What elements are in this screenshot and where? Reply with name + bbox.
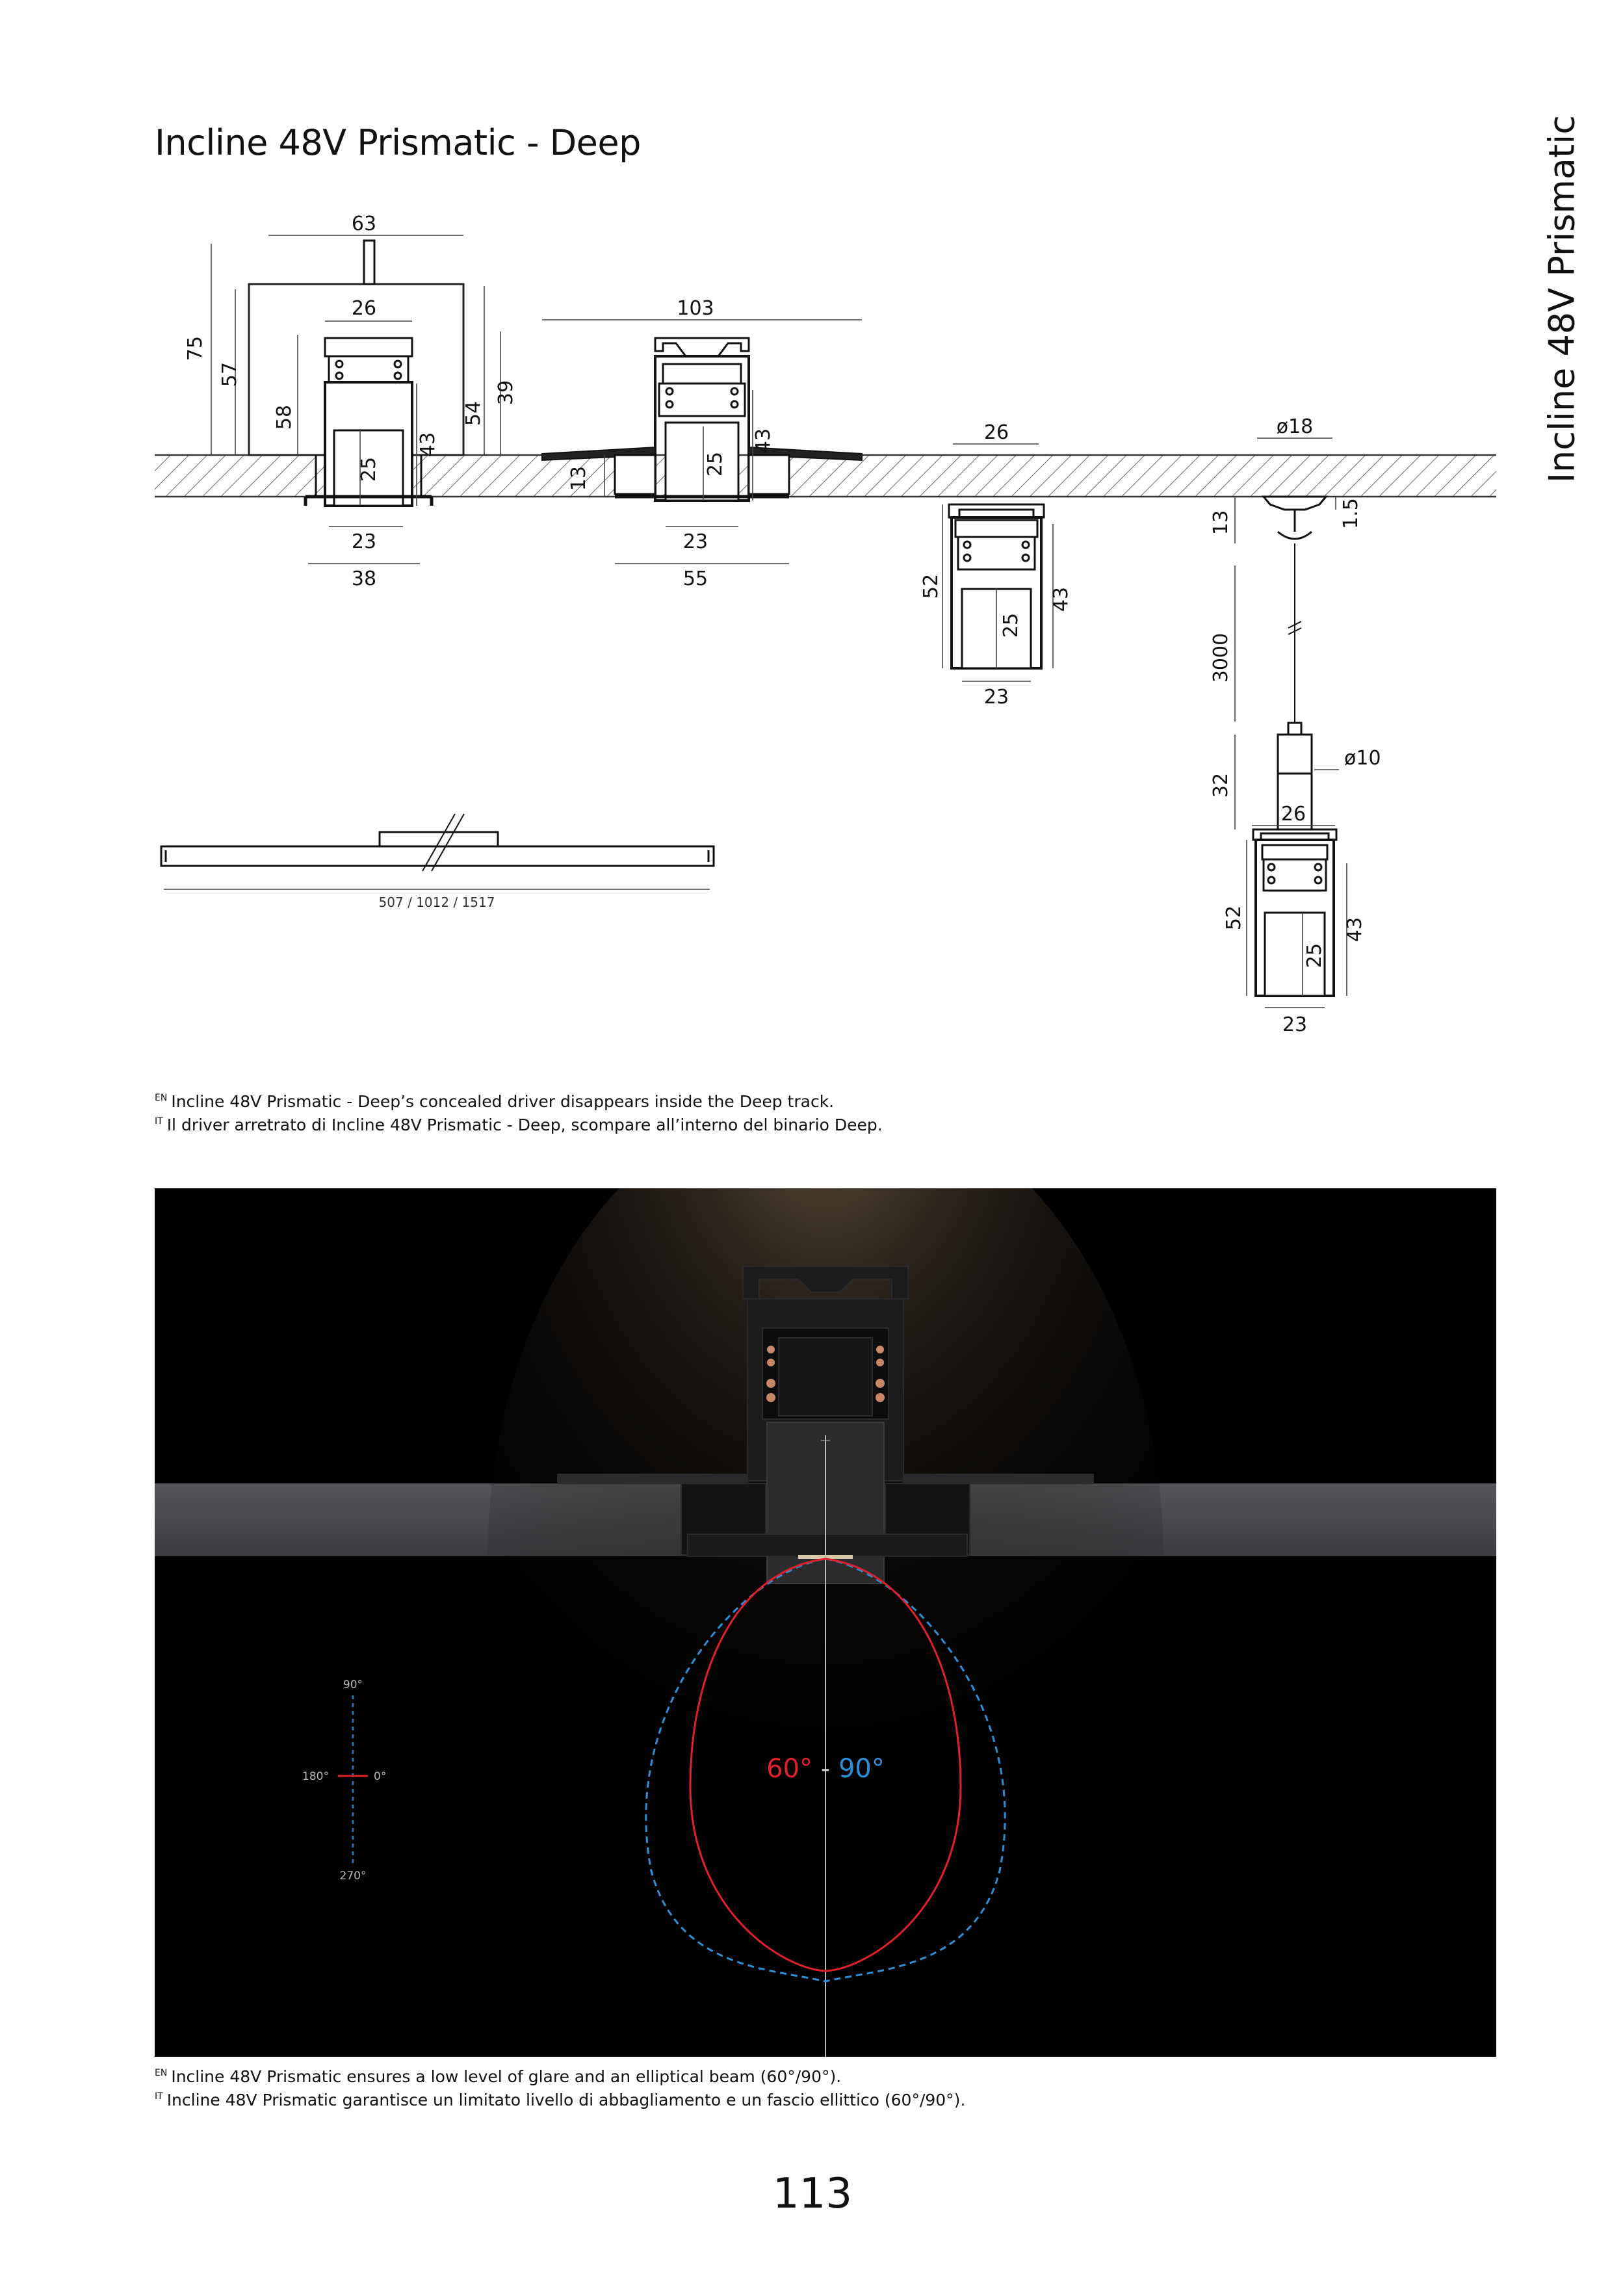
page-title: Incline 48V Prismatic - Deep (155, 122, 641, 163)
dim-26c: 26 (983, 421, 1009, 444)
caption-2-it: $^{IT}$ Incline 48V Prismatic garantisce un limitato livello di abbagliamento e un fascio ellittico (60°/90°). (155, 2091, 966, 2109)
beam-label: 60° - 90° (766, 1754, 885, 1784)
angle-270: 270° (339, 1870, 367, 1883)
length-options: 507 / 1012 / 1517 (378, 894, 495, 910)
dim-d18: ø18 (1276, 415, 1314, 438)
dim-43c: 43 (1050, 586, 1072, 612)
dim-58: 58 (273, 404, 296, 430)
recessed-section (542, 320, 862, 564)
dim-26d: 26 (1280, 803, 1306, 826)
dim-25d: 25 (1303, 943, 1326, 969)
dim-1-5: 1.5 (1340, 498, 1362, 529)
dim-43: 43 (417, 432, 439, 458)
dim-54: 54 (462, 400, 485, 426)
dim-25c: 25 (1000, 612, 1022, 638)
caption-1-en: $^{EN}$ Incline 48V Prismatic - Deep’s concealed driver disappears inside the Deep track. (155, 1092, 835, 1111)
dim-39: 39 (495, 380, 517, 406)
side-section-title: Incline 48V Prismatic (1541, 115, 1583, 483)
dim-32: 32 (1210, 772, 1232, 798)
dim-23d: 23 (1282, 1013, 1308, 1036)
caption-1-it: $^{IT}$ Il driver arretrato di Incline 48V Prismatic - Deep, scompare all’interno del binario Deep. (155, 1115, 883, 1134)
dim-103: 103 (677, 297, 714, 320)
dim-13d: 13 (1210, 510, 1232, 536)
angle-180: 180° (302, 1770, 329, 1783)
svg-text:+: + (819, 1433, 832, 1449)
pendant-section (1235, 438, 1347, 1008)
caption-2-en: $^{EN}$ Incline 48V Prismatic ensures a low level of glare and an elliptical beam (60°/90°). (155, 2067, 842, 2086)
dim-26: 26 (351, 297, 377, 320)
dim-25b: 25 (704, 451, 727, 477)
dim-d10: ø10 (1344, 747, 1381, 770)
dim-43b: 43 (752, 428, 775, 454)
angle-90: 90° (343, 1678, 363, 1691)
dim-23: 23 (351, 530, 377, 553)
dim-38: 38 (351, 567, 377, 590)
dim-13: 13 (567, 465, 590, 491)
dim-25: 25 (357, 456, 380, 482)
photometric-render (155, 1188, 1496, 2057)
dim-3000: 3000 (1210, 633, 1232, 683)
page-number: 113 (772, 2170, 853, 2218)
surface-section (211, 235, 500, 564)
dim-43d: 43 (1344, 917, 1366, 943)
dim-52c: 52 (920, 573, 942, 599)
dim-23b: 23 (682, 530, 708, 553)
dim-55: 55 (682, 567, 708, 590)
dim-57: 57 (218, 361, 241, 387)
dim-63: 63 (351, 213, 377, 235)
angle-0: 0° (374, 1770, 387, 1783)
dim-75: 75 (184, 335, 207, 361)
profile-view (161, 814, 714, 889)
dim-52d: 52 (1223, 905, 1245, 931)
technical-drawings (0, 0, 1623, 1105)
dim-23c: 23 (983, 686, 1009, 709)
